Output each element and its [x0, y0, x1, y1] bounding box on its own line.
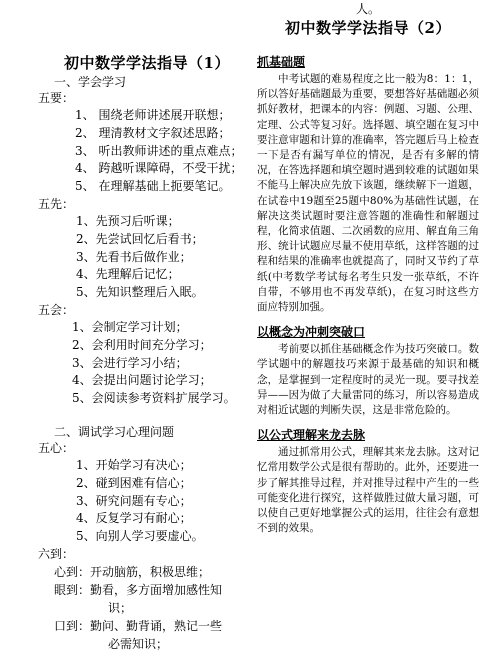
item-continuation: 必需知识；: [108, 636, 169, 651]
left-title: 初中数学学法指导（1）: [64, 54, 230, 72]
group-label-liudao: 六到：: [38, 546, 75, 561]
section-heading-2: 二、调试学习心理问题: [54, 424, 175, 439]
list-item: 1、先预习后听课；: [76, 213, 180, 228]
group-label-wuhui: 五会：: [38, 302, 75, 317]
list-item: 2、先尝试回忆后看书；: [76, 231, 204, 246]
right-column: [257, 0, 479, 545]
list-item: 2、会利用时间充分学习；: [72, 337, 212, 352]
group-label-wuyao: 五要：: [38, 91, 75, 105]
item-key: 心到：: [53, 564, 90, 579]
list-item: 2、碰到困难有信心；: [76, 475, 192, 490]
list-item: 5、 在理解基础上扼要笔记。: [75, 179, 231, 194]
list-item: 3、先看书后做作业；: [76, 249, 192, 264]
group-label-wuxin: 五心：: [38, 440, 75, 455]
item-text: 勤问、勤背诵，熟记一些: [90, 618, 223, 633]
list-item: 5、向别人学习要虚心。: [76, 529, 204, 544]
paragraph-concepts: 考前要以抓住基础概念作为技巧突破口。数学试题中的解题技巧来源于最基础的知识和概念，是掌握到一定程度时的灵光一现。要寻找差异——因为做了大量雷同的练习，所以容易造成对相近试题的判断失误，这是非常危险的。: [257, 343, 479, 417]
list-item: 4、 跨越听课障碍，不受干扰；: [75, 161, 243, 176]
list-item: 3、 听出教师讲述的重点难点；: [75, 143, 243, 158]
list-item: 5、会阅读参考资料扩展学习。: [72, 391, 236, 406]
list-item: 5、先知识整理后入眠。: [76, 285, 204, 300]
list-item: 4、先理解后记忆；: [76, 267, 180, 282]
left-column: [38, 52, 248, 653]
list-item: 4、会提出问题讨论学习；: [72, 373, 212, 388]
section-heading-formulas: 以公式理解来龙去脉: [257, 428, 366, 443]
group-label-wuxian: 五先：: [38, 196, 75, 211]
item-text: 勤看，多方面增加感性知: [90, 582, 223, 597]
section-heading-1: 一、学会学习: [54, 75, 127, 89]
item-continuation: 识；: [108, 600, 133, 615]
paragraph-basics: 中考试题的难易程度之比一般为8：1：1，所以答好基础题最为重要，要想答好基础题必须抓好教材，把课本的内容：例题、习题、公理、定理、公式等复习好。选择题、填空题在复习中要注意审题和计算的准确率，答完题后马上检查一下是否有漏写单位的情况，是否有多解的情况，在答选择题和填空题时遇到较难的试题如果不能马上解决应先放下该题，继续解下一道题，在试卷中19题至25题中80%为基础性试题，在解决这类试题时要注意答题的准确性和解题过程，化简求值题、二次函数的应用、解直角三角形、统计试题应尽量不使用草纸，这样答题的过程和结果的准确率也就提高了，同时又节约了草纸(中考数学考试每名考生只发一张草纸，不许自带，不够用也不再发草纸)，在复习时这些方面应特别加强。: [257, 73, 479, 314]
list-item: 3、会进行学习小结；: [72, 355, 188, 370]
item-key: 口到：: [53, 618, 90, 633]
section-heading-basics: 抓基础题: [257, 55, 306, 69]
item-text: 开动脑筋，积极思维；: [90, 564, 211, 579]
list-item: [38, 617, 248, 635]
list-item: 1、开始学习有决心；: [76, 457, 192, 472]
list-item: 1、会制定学习计划；: [72, 319, 188, 334]
item-key: 眼到：: [53, 582, 90, 597]
list-item: 3、研究问题有专心；: [76, 493, 192, 508]
list-item: 4、反复学习有耐心；: [76, 511, 192, 526]
list-item: [38, 563, 248, 581]
list-item: [38, 581, 248, 599]
paragraph-formulas: 通过抓常用公式，理解其来龙去脉。这对记忆常用数学公式是很有帮助的。此外，还要进一步了解其推导过程，并对推导过程中产生的一些可能变化进行探究，这样做胜过做大量习题，可以使自己更好地掌握公式的运用，往往会有意想不到的效果。: [257, 446, 479, 535]
section-heading-concepts: 以概念为冲刺突破口: [257, 325, 366, 340]
right-title: 初中数学学法指导（2）: [285, 19, 451, 37]
list-item: 2、 理清教材文字叙述思路；: [75, 125, 231, 140]
list-item: 1、 围绕老师讲述展开联想；: [75, 108, 231, 122]
carryover-text: 人。: [355, 2, 380, 16]
spacer: [38, 408, 248, 424]
